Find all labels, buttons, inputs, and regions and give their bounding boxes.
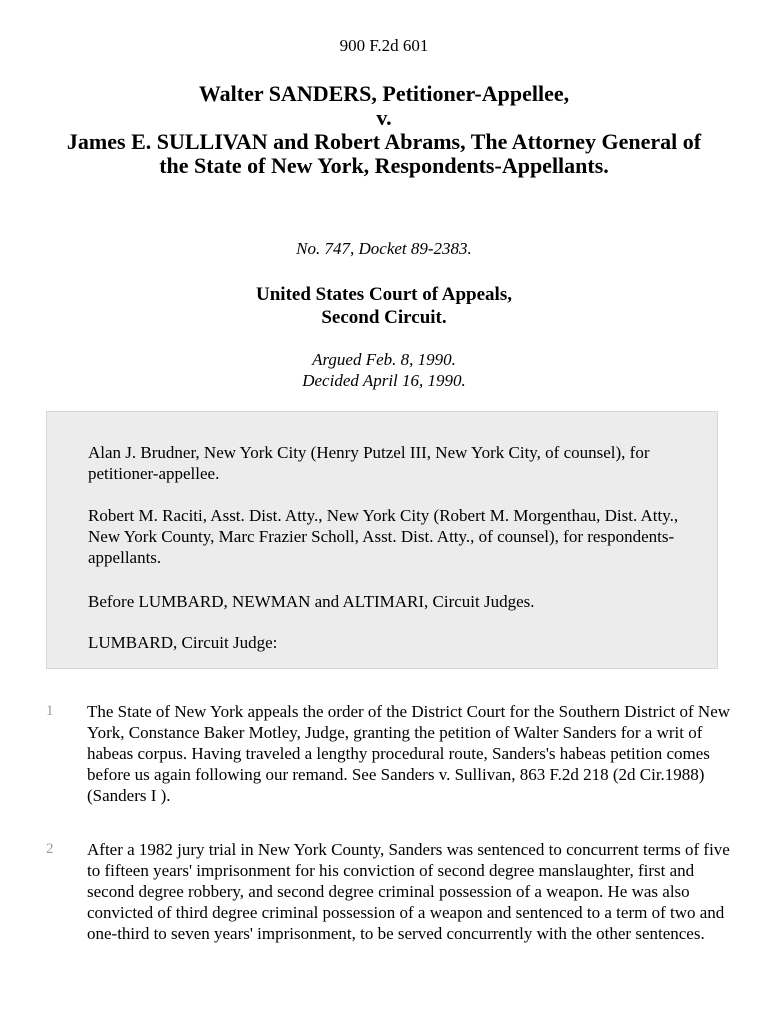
decided-date: Decided April 16, 1990. (302, 371, 466, 390)
counsel-panel (46, 411, 718, 669)
judge-panel: Before LUMBARD, NEWMAN and ALTIMARI, Circuit Judges. (88, 592, 535, 611)
paragraph-text: After a 1982 jury trial in New York County, Sanders was sentenced to concurrent terms of five to fifteen years' imprisonment for his conviction of second degree manslaughter, first and second degree robbery, and second degree criminal possession of a weapon. He was also convicted of third degree criminal possession of a weapon and sentenced to a term of two and one-third to seven years' imprisonment, to be served concurrently with the other sentences. (87, 840, 730, 943)
case-title-appellants-cont: the State of New York, Respondents-Appellants. (159, 153, 609, 178)
court-name (0, 283, 768, 329)
case-title-appellee: Walter SANDERS, Petitioner-Appellee, (198, 81, 570, 106)
case-dates (0, 349, 768, 391)
docket-number: No. 747, Docket 89-2383. (296, 239, 472, 258)
case-title (40, 82, 728, 178)
paragraph-number: 1 (46, 703, 54, 719)
argued-date: Argued Feb. 8, 1990. (312, 350, 456, 369)
reporter-citation: 900 F.2d 601 (339, 36, 429, 55)
counsel-appellants: Robert M. Raciti, Asst. Dist. Atty., New York City (Robert M. Morgenthau, Dist. Atty., New York County, Marc Frazier Scholl, Asst. Dist. Atty., of counsel), for respondents-appellants. (88, 506, 679, 567)
case-title-appellants: James E. SULLIVAN and Robert Abrams, The Attorney General of (66, 129, 702, 154)
counsel-appellee: Alan J. Brudner, New York City (Henry Putzel III, New York City, of counsel), for petitioner-appellee. (88, 443, 650, 483)
opinion-author: LUMBARD, Circuit Judge: (88, 633, 278, 652)
paragraph-text: The State of New York appeals the order of the District Court for the Southern District of New York, Constance Baker Motley, Judge, granting the petition of Walter Sanders for a writ of habeas corpus. Having traveled a lengthy procedural route, Sanders's habeas petition comes before us again following our remand. See Sanders v. Sullivan, 863 F.2d 218 (2d Cir.1988) (Sanders I ). (87, 702, 731, 805)
case-title-versus: v. (376, 105, 392, 130)
court-name-line1: United States Court of Appeals, (256, 284, 512, 305)
court-name-line2: Second Circuit. (321, 307, 447, 328)
paragraph-number: 2 (46, 841, 54, 857)
